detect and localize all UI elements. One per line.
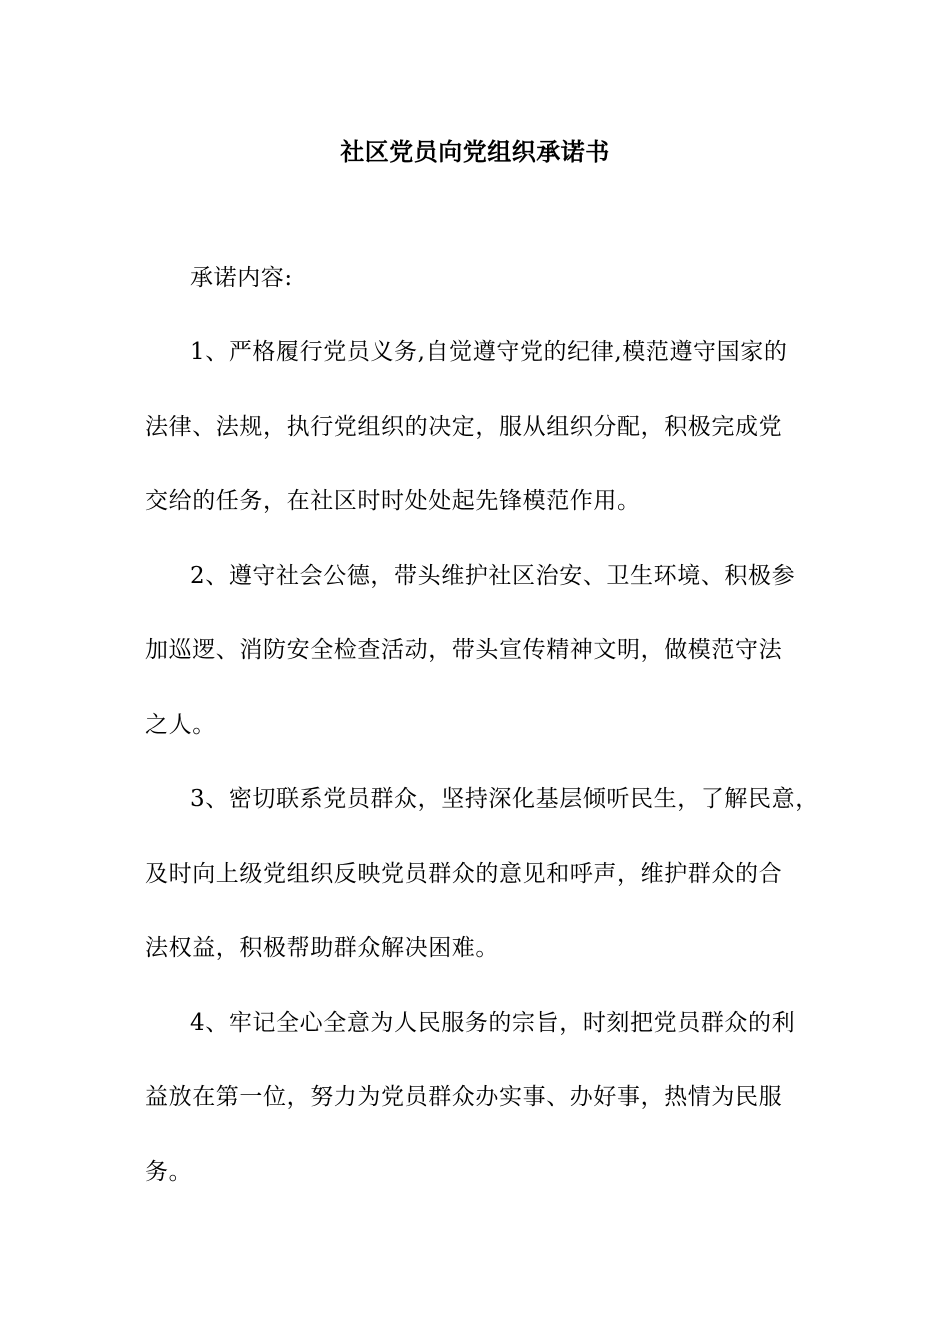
document-title: 社区党员向党组织承诺书 (340, 137, 610, 166)
section-heading: 承诺内容: (190, 265, 293, 291)
paragraph-line: 3、密切联系党员群众，坚持深化基层倾听民生，了解民意， (190, 786, 819, 812)
paragraph-line: 及时向上级党组织反映党员群众的意见和呼声，维护群众的合 (145, 861, 783, 887)
paragraph-line: 交给的任务，在社区时时处处起先锋模范作用。 (145, 488, 641, 514)
paragraph-line: 务。 (145, 1159, 193, 1185)
paragraph-line: 法律、法规，执行党组织的决定，服从组织分配，积极完成党 (145, 414, 783, 440)
paragraph-line: 4、牢记全心全意为人民服务的宗旨，时刻把党员群众的利 (190, 1010, 796, 1036)
paragraph-line: 加巡逻、消防安全检查活动，带头宣传精神文明，做模范守法 (145, 637, 783, 663)
paragraph-line: 2、遵守社会公德，带头维护社区治安、卫生环境、积极参 (190, 563, 796, 589)
paragraph-line: 益放在第一位，努力为党员群众办实事、办好事，热情为民服 (145, 1084, 783, 1110)
paragraph-line: 1、严格履行党员义务,自觉遵守党的纪律,模范遵守国家的 (190, 339, 788, 365)
paragraph-line: 之人。 (145, 712, 216, 738)
paragraph-line: 法权益，积极帮助群众解决困难。 (145, 935, 499, 961)
